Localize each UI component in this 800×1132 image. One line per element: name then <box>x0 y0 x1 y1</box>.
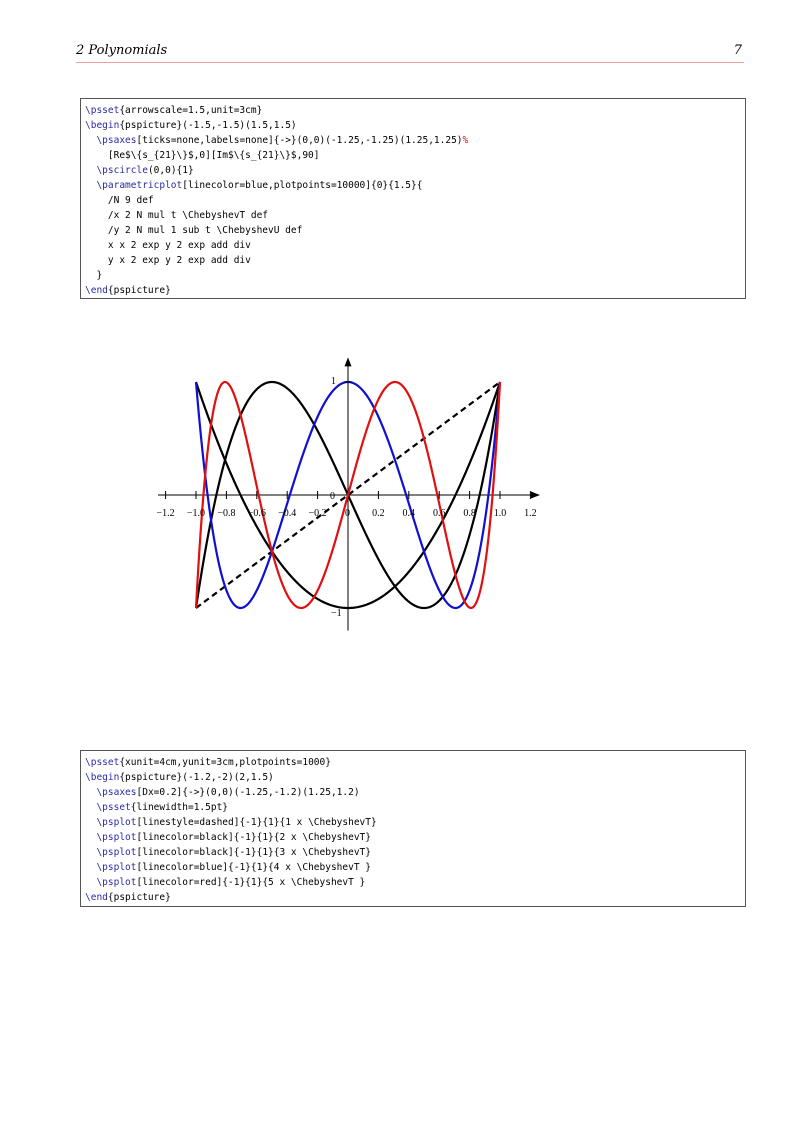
code-keyword: \parametricplot <box>96 180 183 191</box>
code-text: {pspicture} <box>107 285 171 296</box>
code-keyword: \psaxes <box>96 787 137 798</box>
code-text: {xunit=4cm,yunit=3cm,plotpoints=1000} <box>119 757 331 768</box>
code-keyword: \pscircle <box>96 165 148 176</box>
code-text: {pspicture}(-1.5,-1.5)(1.5,1.5) <box>119 120 297 131</box>
code-keyword: \begin <box>85 772 120 783</box>
code-text: } <box>85 270 103 281</box>
code-keyword: \psplot <box>96 862 137 873</box>
x-tick-label: −0.8 <box>217 508 236 519</box>
x-tick-label: 0.2 <box>372 508 385 519</box>
x-tick-label: 0.8 <box>463 508 476 519</box>
code-line <box>85 770 741 785</box>
code-line <box>85 845 741 860</box>
code-text: (0,0){1} <box>147 165 194 176</box>
code-keyword: \psaxes <box>96 135 137 146</box>
code-text: [linecolor=blue,plotpoints=10000]{0}{1.5}{ <box>182 180 423 191</box>
code-keyword: \psset <box>85 105 120 116</box>
x-tick-label: −1.2 <box>156 508 175 519</box>
code-text: [Re$\{s_{21}\}$,0][Im$\{s_{21}\}$,90] <box>85 150 320 161</box>
code-text <box>85 180 96 191</box>
code-text: [linestyle=dashed]{-1}{1}{1 x \ChebyshevT} <box>136 817 377 828</box>
x-axis-arrow <box>531 492 540 499</box>
x-tick-label: −0.4 <box>278 508 297 519</box>
code-keyword: \psplot <box>96 877 137 888</box>
chebyshev-plot <box>0 340 800 660</box>
code-text <box>85 862 96 873</box>
code-line <box>85 283 741 298</box>
code-line <box>85 890 741 905</box>
code-keyword: \psplot <box>96 817 137 828</box>
code-keyword: \psplot <box>96 832 137 843</box>
page-header <box>76 40 744 63</box>
y-tick-label: 1 <box>331 376 336 387</box>
x-tick-label: −0.2 <box>308 508 327 519</box>
code-line <box>85 178 741 193</box>
code-keyword: \begin <box>85 120 120 131</box>
x-tick-label-zero: 0 <box>345 508 350 519</box>
code-text: x x 2 exp y 2 exp add div <box>85 240 251 251</box>
code-line <box>85 238 741 253</box>
code-text <box>85 135 96 146</box>
origin-label: 0 <box>330 491 335 502</box>
code-line <box>85 118 741 133</box>
code-line <box>85 253 741 268</box>
code-line <box>85 875 741 890</box>
code-text: /x 2 N mul t \ChebyshevT def <box>85 210 269 221</box>
code-line <box>85 268 741 283</box>
code-text <box>85 847 96 858</box>
code-text: [linecolor=red]{-1}{1}{5 x \ChebyshevT } <box>136 877 366 888</box>
code-keyword: \end <box>85 892 108 903</box>
y-axis-arrow <box>345 357 352 366</box>
code-text: {pspicture}(-1.2,-2)(2,1.5) <box>119 772 274 783</box>
code-line <box>85 785 741 800</box>
code-text: /N 9 def <box>85 195 154 206</box>
code-line <box>85 800 741 815</box>
y-tick-label: −1 <box>331 608 342 619</box>
x-tick-label: 1.2 <box>524 508 537 519</box>
code-text: {arrowscale=1.5,unit=3cm} <box>119 105 263 116</box>
chapter-title: 2 Polynomials <box>76 43 168 58</box>
code-text <box>85 787 96 798</box>
code-line <box>85 103 741 118</box>
code-text: [linecolor=black]{-1}{1}{2 x \ChebyshevT} <box>136 832 371 843</box>
code-listing-parametric <box>80 98 746 299</box>
code-line <box>85 860 741 875</box>
code-text <box>85 817 96 828</box>
x-tick-label: −1.0 <box>186 508 206 519</box>
code-line <box>85 223 741 238</box>
code-text: [linecolor=black]{-1}{1}{3 x \ChebyshevT} <box>136 847 371 858</box>
code-line <box>85 208 741 223</box>
code-keyword: \psplot <box>96 847 137 858</box>
code-line <box>85 133 741 148</box>
code-text: {linewidth=1.5pt} <box>130 802 229 813</box>
code-text <box>85 832 96 843</box>
code-text <box>85 802 96 813</box>
code-line <box>85 830 741 845</box>
x-tick-label: 0.6 <box>432 508 446 519</box>
code-keyword: \psset <box>85 757 120 768</box>
code-keyword: \psset <box>96 802 131 813</box>
code-line <box>85 815 741 830</box>
x-tick-label: 1.0 <box>493 508 507 519</box>
x-tick-label: −0.6 <box>247 508 266 519</box>
page-number: 7 <box>733 43 742 58</box>
code-text: [Dx=0.2]{->}(0,0)(-1.25,-1.2)(1.25,1.2) <box>136 787 360 798</box>
code-text: /y 2 N mul 1 sub t \ChebyshevU def <box>85 225 303 236</box>
x-tick-label: 0.4 <box>402 508 416 519</box>
code-line <box>85 148 741 163</box>
code-comment-mark: % <box>462 135 469 146</box>
code-text <box>85 877 96 888</box>
code-text: y x 2 exp y 2 exp add div <box>85 255 251 266</box>
code-text: [linecolor=blue]{-1}{1}{4 x \ChebyshevT } <box>136 862 371 873</box>
code-text <box>85 165 96 176</box>
code-line <box>85 193 741 208</box>
code-text: [ticks=none,labels=none]{->}(0,0)(-1.25,-1.25)(1.25,1.25) <box>136 135 463 146</box>
code-line <box>85 163 741 178</box>
code-line <box>85 755 741 770</box>
code-listing-psplot <box>80 750 746 907</box>
code-keyword: \end <box>85 285 108 296</box>
code-text: {pspicture} <box>107 892 171 903</box>
